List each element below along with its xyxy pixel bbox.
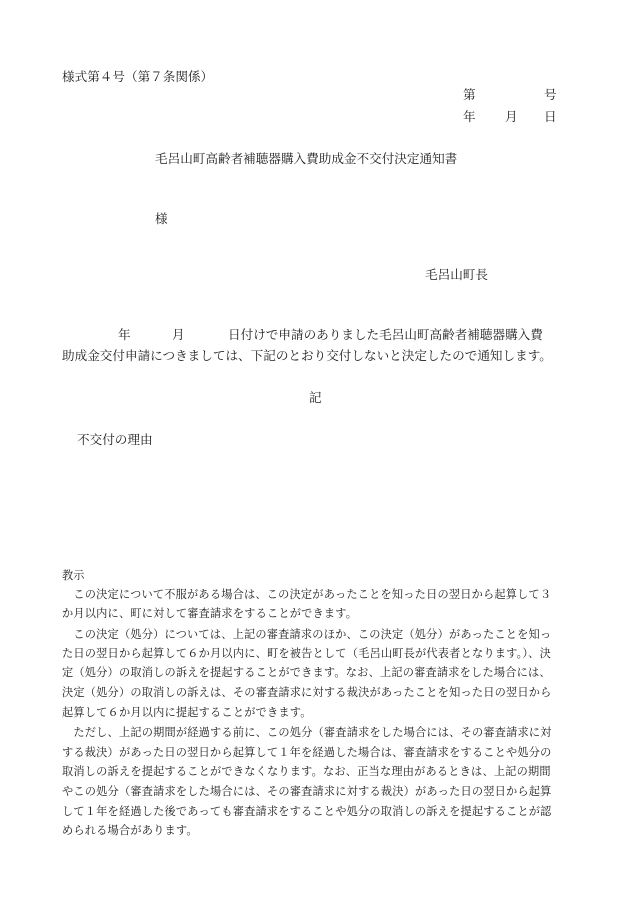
- notice-line: やこの処分（審査請求をした場合には、その審査請求に対する裁決）があった日の翌日から起算: [62, 785, 552, 798]
- intro-line1: 日付けで申請のありました毛呂山町高齢者補聴器購入費: [228, 327, 543, 342]
- notice-line: 取消しの訴えを提起することができなくなります。なお、正当な理由があるときは、上記の期間: [62, 765, 551, 778]
- date-day: 日: [544, 109, 557, 124]
- intro-year: 年: [118, 327, 131, 342]
- notice-line: して１年を経過した後であっても審査請求をすることや処分の取消しの訴えを提起することが認: [62, 805, 552, 818]
- notice-line: この決定（処分）については、上記の審査請求のほか、この決定（処分）があったことを知っ: [62, 628, 552, 641]
- notice-line: か月以内に、町に対して審査請求をすることができます。: [62, 607, 358, 620]
- notice-line: ただし、上記の期間が経過する前に、この処分（審査請求をした場合には、その審査請求に対: [62, 726, 552, 739]
- date-month: 月: [505, 109, 518, 124]
- intro-month: 月: [172, 327, 185, 342]
- notice-line: められる場合があります。: [62, 824, 198, 837]
- date-year: 年: [463, 109, 476, 124]
- notice-line: 起算して６か月以内に提起することができます。: [62, 706, 312, 719]
- addressee-suffix: 様: [155, 211, 168, 226]
- notice-line: 決定（処分）の取消しの訴えは、その審査請求に対する裁決があったことを知った日の翌日から: [62, 686, 552, 699]
- notice-line: 定（処分）の取消しの訴えを提起することができます。なお、上記の審査請求をした場合には、: [62, 666, 551, 679]
- issuer-name: 毛呂山町長: [425, 267, 488, 282]
- notice-heading: 教示: [62, 569, 85, 582]
- ki-mark: 記: [309, 390, 322, 405]
- notice-line: この決定について不服がある場合は、この決定があったことを知った日の翌日から起算して３: [62, 588, 552, 601]
- reason-label: 不交付の理由: [77, 432, 153, 447]
- notice-line: する裁決）があった日の翌日から起算して１年を経過した場合は、審査請求をすることや処分の: [62, 746, 552, 759]
- document-title: 毛呂山町高齢者補聴器購入費助成金不交付決定通知書: [155, 151, 458, 166]
- number-suffix: 号: [544, 87, 557, 102]
- form-label: 様式第４号（第７条関係）: [62, 69, 214, 84]
- number-prefix: 第: [463, 87, 476, 102]
- intro-line2: 助成金交付申請につきましては、下記のとおり交付しないと決定したので通知します。: [62, 348, 552, 363]
- notice-line: た日の翌日から起算して６か月以内に、町を被告として（毛呂山町長が代表者となります。）、決: [62, 647, 551, 660]
